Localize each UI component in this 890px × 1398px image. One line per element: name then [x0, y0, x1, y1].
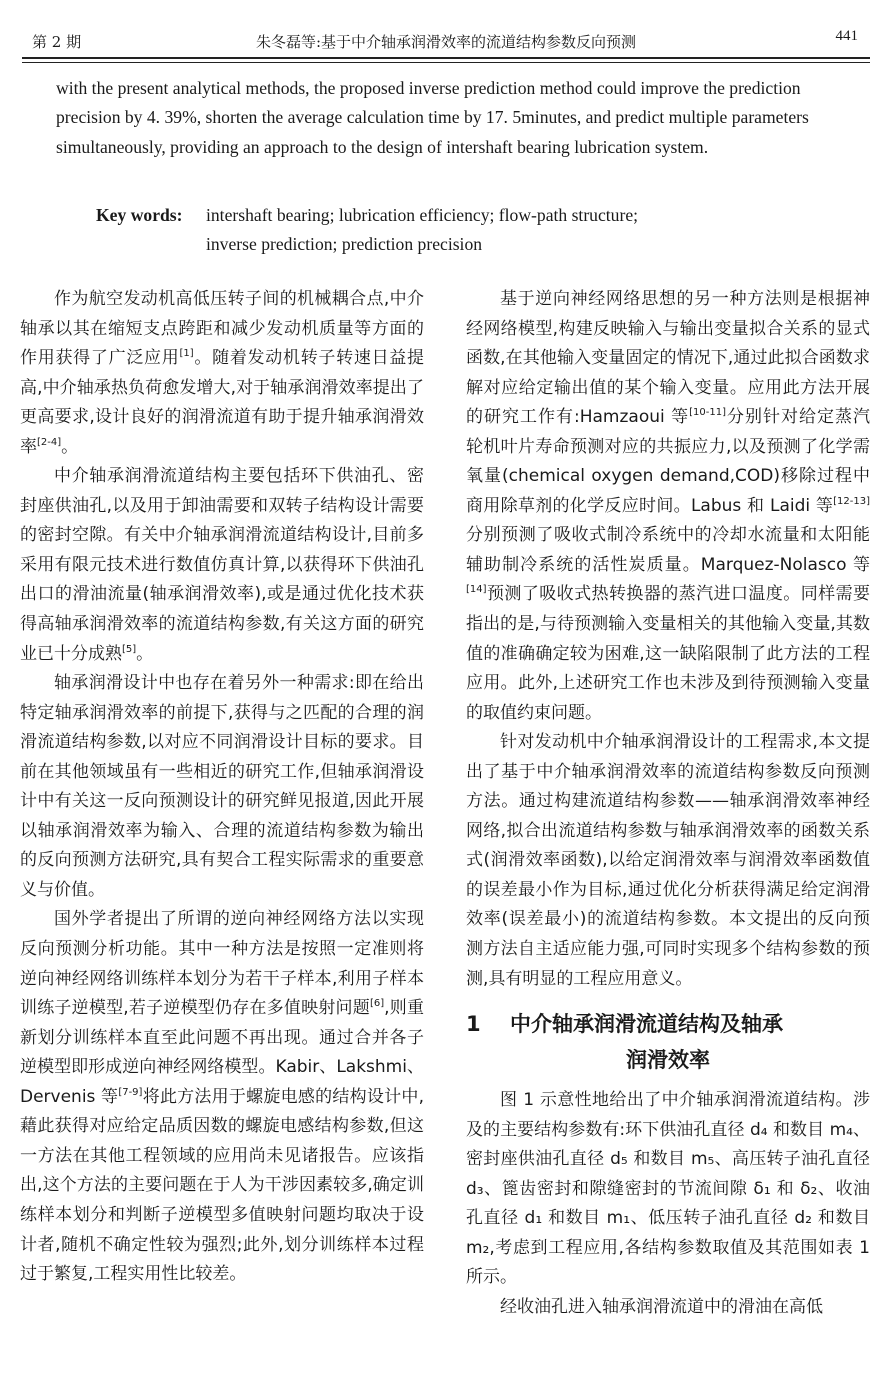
section-title-line-1: 中介轴承润滑流道结构及轴承: [510, 1012, 783, 1037]
section-number: 1: [466, 1012, 481, 1037]
citation: [5]: [122, 643, 137, 655]
abstract-tail: with the present analytical methods, the proposed inverse prediction method could improve the prediction precision by 4. 39%, shorten the average calculation time by 17. 5minutes, and predict multiple parameters simultaneously, providing an approach to the design of intershaft bearing lubrication system.: [56, 78, 809, 157]
citation: [10-11]: [689, 407, 726, 419]
running-title: 朱冬磊等:基于中介轴承润滑效率的流道结构参数反向预测: [255, 33, 637, 51]
paragraph: 作为航空发动机高低压转子间的机械耦合点,中介轴承以其在缩短支点跨距和减少发动机质量等方面的作用获得了广泛应用[1]。随着发动机转子转速日益提高,中介轴承热负荷愈发增大,对于轴承润滑效率提出了更高要求,设计良好的润滑流道有助于提升轴承润滑效率[2-4]。: [20, 289, 425, 457]
section-title-line-2: 润滑效率: [626, 1048, 710, 1073]
keywords-label: Key words:: [96, 205, 183, 225]
paragraph: 针对发动机中介轴承润滑设计的工程需求,本文提出了基于中介轴承润滑效率的流道结构参数反向预测方法。通过构建流道结构参数——轴承润滑效率神经网络,拟合出流道结构参数与轴承润滑效率的函数关系式(润滑效率函数),以给定润滑效率与润滑效率函数值的误差最小作为目标,通过优化分析获得满足给定润滑效率(误差最小)的流道结构参数。本文提出的反向预测方法自主适应能力强,可同时实现多个结构参数的预测,具有明显的工程应用意义。: [466, 732, 870, 989]
keywords-line-2: inverse prediction; prediction precision: [206, 234, 483, 255]
paragraph: 经收油孔进入轴承润滑流道中的滑油在高低: [500, 1296, 823, 1317]
citation: [6]: [369, 998, 385, 1010]
left-column: [20, 285, 424, 1290]
citation: [12-13]: [833, 495, 870, 507]
citation: [2-4]: [37, 436, 62, 448]
paragraph: 图 1 示意性地给出了中介轴承润滑流道结构。涉及的主要结构参数有:环下供油孔直径 d₄ 和数目 m₄、密封座供油孔直径 d₅ 和数目 m₅、高压转子油孔直径 d₃、篦齿密封和隙缝密封的节流间隙 δ₁ 和 δ₂、收油孔直径 d₁ 和数目 m₁、低压转子油孔直径 d₂ 和数目 m₂,考虑到工程应用,各结构参数取值及其范围如表 1 所示。: [466, 1090, 870, 1288]
section-heading: [466, 1004, 870, 1076]
keywords-line-1: intershaft bearing; lubrication efficiency; flow-path structure;: [206, 205, 639, 225]
paragraph: 中介轴承润滑流道结构主要包括环下供油孔、密封座供油孔,以及用于卸油需要和双转子结构设计需要的密封空隙。有关中介轴承润滑流道结构设计,目前多采用有限元技术进行数值仿真计算,以获得环下供油孔出口的滑油流量(轴承润滑效率),或是通过优化技术获得高轴承润滑效率的流道结构参数,有关这方面的研究业已十分成熟[5]。: [20, 466, 424, 664]
right-column: [466, 285, 870, 1323]
page-number: 441: [835, 28, 858, 44]
running-header: [22, 0, 870, 60]
header-rule-thick: [22, 57, 870, 59]
citation: [14]: [466, 584, 487, 596]
paragraph: 国外学者提出了所谓的逆向神经网络方法以实现反向预测分析功能。其中一种方法是按照一定准则将逆向神经网络训练样本划分为若干子样本,利用子样本训练子逆模型,若子逆模型仍存在多值映射问题[6],则重新划分训练样本直至此问题不再出现。通过合并各子逆模型即形成逆向神经网络模型。Kabir、Lakshmi、Dervenis 等[7-9]将此方法用于螺旋电感的结构设计中,藉此获得对应给定品质因数的螺旋电感结构参数,但这一方法在其他工程领域的应用尚未见诸报告。应该指出,这个方法的主要问题在于人为干涉因素较多,确定训练样本划分和判断子逆模型多值映射问题均取决于设计者,随机不确定性较为强烈;此外,划分训练样本过程过于繁复,工程实用性比较差。: [20, 909, 424, 1285]
keywords-list: [206, 201, 846, 260]
citation: [7-9]: [118, 1086, 143, 1098]
paragraph: 轴承润滑设计中也存在着另外一种需求:即在给出特定轴承润滑效率的前提下,获得与之匹配的合理的润滑流道结构参数,以对应不同润滑设计目标的要求。目前在其他领域虽有一些相近的研究工作,但轴承润滑设计中有关这一反向预测设计的研究鲜见报道,因此开展以轴承润滑效率为输入、合理的流道结构参数为输出的反向预测方法研究,具有契合工程实际需求的重要意义与价值。: [20, 673, 424, 900]
paragraph: 基于逆向神经网络思想的另一种方法则是根据神经网络模型,构建反映输入与输出变量拟合关系的显式函数,在其他输入变量固定的情况下,通过此拟合函数求解对应给定输出值的某个输入变量。应用此方法开展的研究工作有:Hamzaoui 等[10-11]分别针对给定蒸汽轮机叶片寿命预测对应的共振应力,以及预测了化学需氧量(chemical oxygen demand,COD)移除过程中商用除草剂的化学反应时间。Labus 和 Laidi 等[12-13]分别预测了吸收式制冷系统中的冷却水流量和太阳能辅助制冷系统的活性炭质量。Marquez-Nolasco 等[14]预测了吸收式热转换器的蒸汽进口温度。同样需要指出的是,与待预测输入变量相关的其他输入变量,其数值的准确确定较为困难,这一缺陷限制了此方法的工程应用。此外,上述研究工作也未涉及到待预测输入变量的取值约束问题。: [466, 289, 870, 723]
header-rule-thin: [22, 62, 870, 63]
issue-number: 第 2 期: [32, 33, 82, 51]
citation: [1]: [179, 348, 194, 360]
